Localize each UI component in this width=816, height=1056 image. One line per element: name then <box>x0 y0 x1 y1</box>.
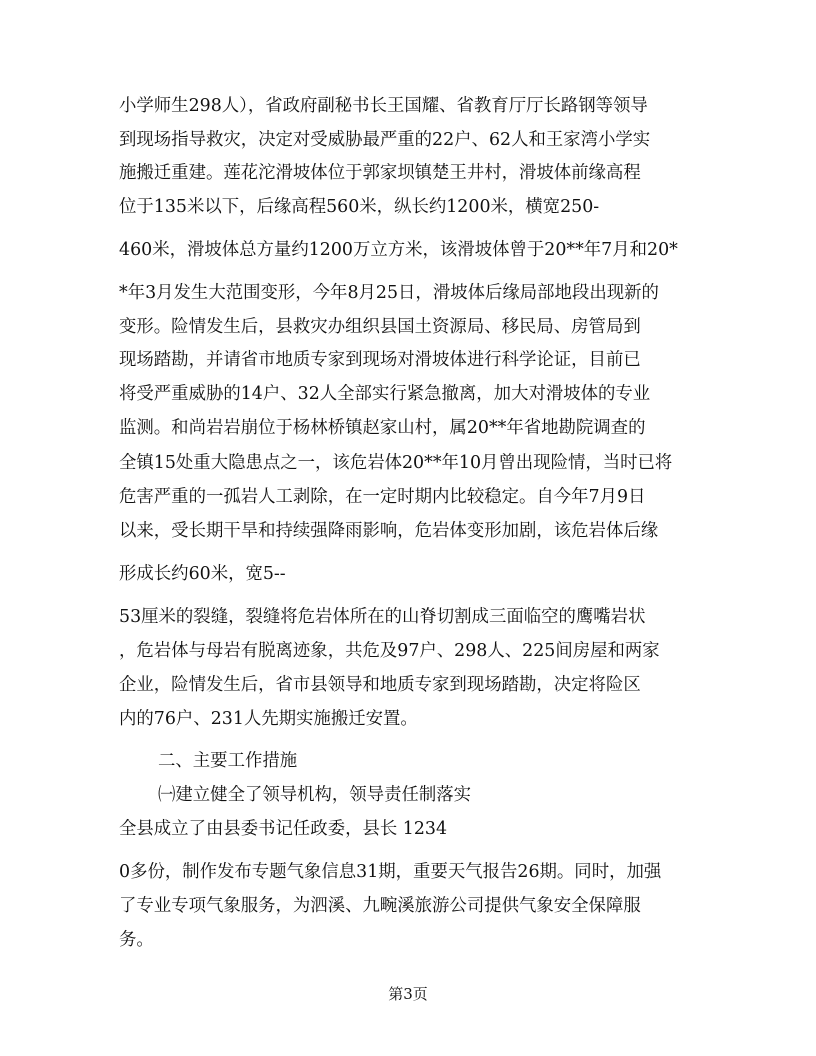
body-text-line: 460米，滑坡体总方量约1200万立方米，该滑坡体曾于20**年7月和20* <box>119 240 678 260</box>
body-text-line: 全县成立了由县委书记任政委，县长 1234 <box>119 819 448 839</box>
body-text-line: 将受严重威胁的14户、32人全部实行紧急撤离，加大对滑坡体的专业 <box>119 384 651 404</box>
body-text-line: 小学师生298人），省政府副秘书长王国耀、省教育厅厅长路钢等领导 <box>119 96 648 116</box>
body-text-line: 务。 <box>119 930 154 950</box>
body-text-line: 53厘米的裂缝，裂缝将危岩体所在的山脊切割成三面临空的鹰嘴岩状 <box>119 607 646 627</box>
subsection-heading: ㈠建立健全了领导机构，领导责任制落实 <box>158 785 472 805</box>
body-text-line: 企业，险情发生后，省市县领导和地质专家到现场踏勘，决定将险区 <box>119 675 641 695</box>
body-text-line: 以来，受长期干旱和持续强降雨影响，危岩体变形加剧，该危岩体后缘 <box>119 521 659 541</box>
body-text-line: 形成长约60米，宽5-- <box>119 564 286 584</box>
section-heading: 二、主要工作措施 <box>158 751 298 771</box>
body-text-line: 全镇15处重大隐患点之一，该危岩体20**年10月曾出现险情，当时已将 <box>119 453 673 473</box>
body-text-line: 监测。和尚岩岩崩位于杨林桥镇赵家山村，属20**年省地勘院调查的 <box>119 418 646 438</box>
body-text-line: 变形。险情发生后，县救灾办组织县国土资源局、移民局、房管局到 <box>119 317 641 337</box>
body-text-line: *年3月发生大范围变形，今年8月25日，滑坡体后缘局部地段出现新的 <box>119 283 659 303</box>
body-text-line: 现场踏勘，并请省市地质专家到现场对滑坡体进行科学论证，目前已 <box>119 350 641 370</box>
body-text-line: 施搬迁重建。莲花沱滑坡体位于郭家坝镇楚王井村，滑坡体前缘高程 <box>119 163 641 183</box>
body-text-line: ，危岩体与母岩有脱离迹象，共危及97户、298人、225间房屋和两家 <box>119 641 660 661</box>
body-text-line: 了专业专项气象服务，为泗溪、九畹溪旅游公司提供气象安全保障服 <box>119 896 641 916</box>
body-text-line: 位于135米以下，后缘高程560米，纵长约1200米，横宽250- <box>119 197 600 217</box>
body-text-line: 到现场指导救灾，决定对受威胁最严重的22户、62人和王家湾小学实 <box>119 130 651 150</box>
body-text-line: 内的76户、231人先期实施搬迁安置。 <box>119 709 418 729</box>
page-number: 第3页 <box>388 985 428 1003</box>
body-text-line: 危害严重的一孤岩人工剥除，在一定时期内比较稳定。自今年7月9日 <box>119 487 646 507</box>
body-text-line: 0多份，制作发布专题气象信息31期，重要天气报告26期。同时，加强 <box>119 862 662 882</box>
